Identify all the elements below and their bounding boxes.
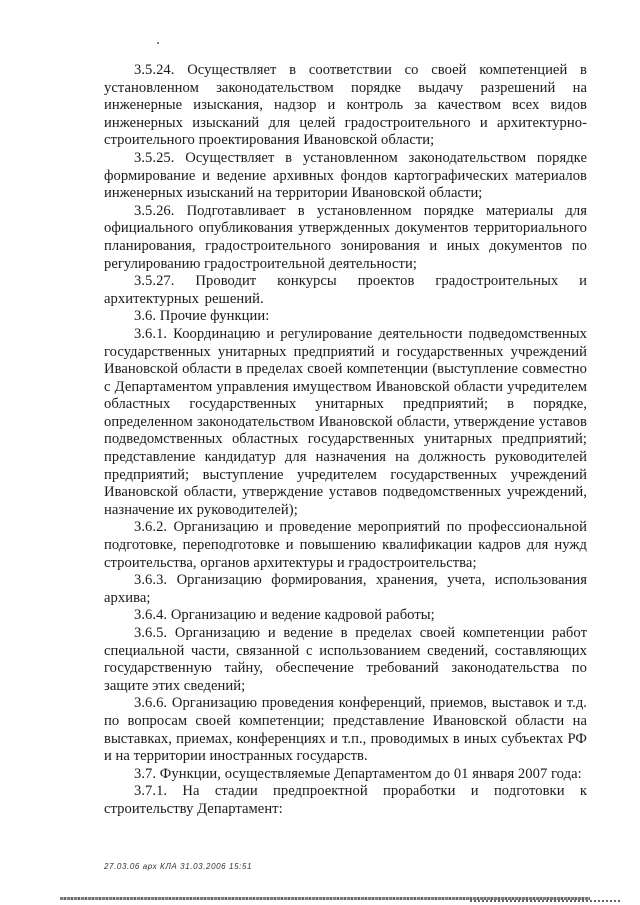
scan-speck: [157, 42, 159, 44]
paragraph-3-5-24: 3.5.24. Осуществляет в соответствии со своей компетенцией в установленном законодательством порядке выдачу разрешений на инженерные изыскания, надзор и контроль за качеством всех видов инженерных изысканий для целей градостроительного и архитектурно-строительного проектирования Ивановской области;: [104, 62, 587, 149]
paragraph-3-5-26: 3.5.26. Подготавливает в установленном порядке материалы для официального опубликования утвержденных документов территориального планирования, градостроительного зонирования и иных документов по регулированию градостроительной деятельности;: [104, 202, 587, 272]
paragraph-3-7-1: 3.7.1. На стадии предпроектной проработки и подготовки к строительству Департамент:: [104, 783, 587, 817]
document-body: [104, 62, 587, 819]
paragraph-3-6-1: 3.6.1. Координацию и регулирование деятельности подведомственных государственных унитарных предприятий и государственных учреждений Ивановской области в пределах своей компетенции (выступление совместно с Департаментом управления имуществом Ивановской области учредителем областных государственных унитарных предприятий; в порядке, определенном законодательством Ивановской области, утверждение уставов подведомственных областных государственных унитарных предприятий; представление кандидатур для назначения на должность руководителей предприятий; выступление учредителем государственных учреждений Ивановской области, утверждение уставов подведомственных учреждений, назначение их руководителей);: [104, 325, 587, 518]
paragraph-3-6-5: 3.6.5. Организацию и ведение в пределах своей компетенции работ специальной части, связанной с использованием сведений, составляющих государственную тайну, обеспечение требований законодательства по защите этих сведений;: [104, 625, 587, 694]
footer-stamp: 27.03.06 арх КЛА 31.03.2006 15:51: [104, 862, 253, 871]
paragraph-3-6-4: 3.6.4. Организацию и ведение кадровой работы;: [134, 607, 435, 624]
paragraph-3-6: 3.6. Прочие функции:: [134, 308, 270, 325]
paragraph-3-7: 3.7. Функции, осуществляемые Департаментом до 01 января 2007 года:: [134, 765, 582, 782]
scan-edge-artifact-secondary: [470, 900, 620, 902]
paragraph-3-5-25: 3.5.25. Осуществляет в установленном законодательством порядке формирование и ведение архивных фондов картографических материалов инженерных изысканий на территории Ивановской области;: [104, 149, 587, 202]
paragraph-3-6-6: 3.6.6. Организацию проведения конференций, приемов, выставок и т.д. по вопросам своей компетенции; представление Ивановской области на выставках, приемах, конференциях и т.п., проводимых в иных субъектах РФ и на территории иностранных государств.: [104, 695, 587, 765]
paragraph-3-6-2: 3.6.2. Организацию и проведение мероприятий по профессиональной подготовке, переподготовке и повышению квалификации кадров для нужд строительства, органов архитектуры и градостроительства;: [104, 519, 587, 571]
paragraph-3-6-3: 3.6.3. Организацию формирования, хранения, учета, использования архива;: [104, 572, 587, 606]
paragraph-3-5-27: 3.5.27. Проводит конкурсы проектов градостроительных и архитектурных решений.: [104, 273, 587, 307]
